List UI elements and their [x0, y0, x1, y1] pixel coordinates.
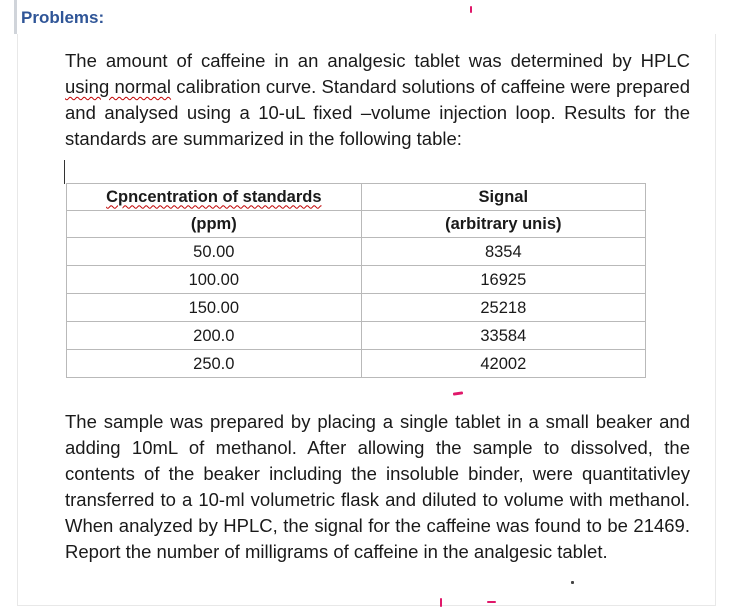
problem-paragraph-sample: The sample was prepared by placing a single tablet in a small beaker and adding 10mL of methanol. After allowing the sample to dissolved, the contents of the beaker including the insoluble binder, were quantitativley transferred to a 10-ml volumetric flask and diluted to volume with methanol. When analyzed by HPLC, the signal for the caffeine was found to be 21469. Report the number of milligrams of caffeine in the analgesic tablet. [65, 411, 690, 562]
signal-cell: 33584 [361, 322, 645, 350]
intro-text-start: The amount of caffeine in an analgesic tablet was determined by HPLC [65, 50, 690, 71]
table-header-row-2 [67, 211, 646, 238]
signal-cell: 16925 [361, 266, 645, 294]
ink-mark-top [470, 6, 472, 13]
concentration-cell: 250.0 [67, 350, 362, 378]
header-concentration-unit: (ppm) [67, 211, 362, 238]
header-signal [361, 184, 645, 211]
text-cursor [64, 160, 65, 184]
ink-dot [571, 581, 574, 584]
signal-cell: 25218 [361, 294, 645, 322]
header-signal-unit: (arbitrary unis) [361, 211, 645, 238]
table-row [67, 322, 646, 350]
heading-bar [14, 0, 717, 34]
standards-table [66, 183, 646, 378]
using-normal-spellcheck: using normal [65, 76, 172, 97]
table-row [67, 266, 646, 294]
ink-mark-bottom-left [440, 598, 442, 607]
signal-cell: 42002 [361, 350, 645, 378]
concentration-cell: 200.0 [67, 322, 362, 350]
header-concentration [67, 184, 362, 211]
header-concentration-line1: Cpncentration of standards [106, 187, 322, 206]
concentration-cell: 50.00 [67, 238, 362, 266]
concentration-cell: 150.00 [67, 294, 362, 322]
table-row [67, 350, 646, 378]
problems-heading: Problems: [21, 8, 105, 27]
table-row [67, 238, 646, 266]
table-row [67, 294, 646, 322]
table-header-row [67, 184, 646, 211]
problem-paragraph-intro [65, 48, 690, 152]
intro-text-end: calibration curve. Standard solutions of caffeine were prepared and analysed using a 10-uL fixed –volume injection loop. Results for the standards are summarized in the following table: [65, 76, 690, 149]
header-signal-line1: Signal [478, 187, 529, 206]
signal-cell: 8354 [361, 238, 645, 266]
concentration-cell: 100.00 [67, 266, 362, 294]
ink-mark-bottom-right [487, 601, 496, 603]
